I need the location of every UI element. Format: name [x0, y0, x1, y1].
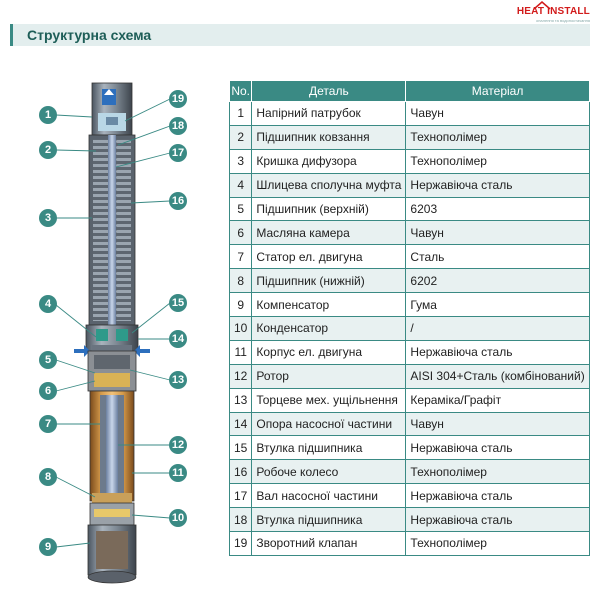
parts-table	[229, 80, 590, 556]
cell-material: 6202	[406, 269, 589, 293]
cell-part: Підшипник (нижній)	[252, 269, 406, 293]
cell-part: Статор ел. двигуна	[252, 245, 406, 269]
callout-9: 9	[39, 538, 57, 556]
callout-6: 6	[39, 382, 57, 400]
table-row	[230, 340, 590, 364]
cell-part: Напірний патрубок	[252, 102, 406, 126]
cell-material: Кераміка/Графіт	[406, 388, 589, 412]
cell-num: 8	[230, 269, 252, 293]
section-header	[10, 24, 590, 46]
table-row	[230, 388, 590, 412]
cell-material: Гума	[406, 293, 589, 317]
table-row	[230, 532, 590, 556]
table-header-row	[230, 81, 590, 102]
table-row	[230, 197, 590, 221]
cell-material: Чавун	[406, 221, 589, 245]
table-row	[230, 293, 590, 317]
cell-material: Технополімер	[406, 532, 589, 556]
cell-num: 13	[230, 388, 252, 412]
cell-num: 5	[230, 197, 252, 221]
cell-part: Торцеве мех. ущільнення	[252, 388, 406, 412]
column-header-material: Матеріал	[406, 81, 589, 102]
cell-material: Нержавіюча сталь	[406, 508, 589, 532]
callout-11: 11	[169, 464, 187, 482]
cell-num: 4	[230, 173, 252, 197]
callout-17: 17	[169, 144, 187, 162]
table-row	[230, 173, 590, 197]
callout-4: 4	[39, 295, 57, 313]
cell-material: Чавун	[406, 102, 589, 126]
cell-num: 16	[230, 460, 252, 484]
logo-subtitle: опалення та водопостачання	[536, 18, 590, 23]
table-row	[230, 102, 590, 126]
cell-num: 11	[230, 340, 252, 364]
cell-part: Конденсатор	[252, 317, 406, 341]
column-header-part: Деталь	[252, 81, 406, 102]
callout-2: 2	[39, 141, 57, 159]
table-row	[230, 484, 590, 508]
table-row	[230, 436, 590, 460]
callout-19: 19	[169, 90, 187, 108]
cell-num: 10	[230, 317, 252, 341]
table-row	[230, 125, 590, 149]
callout-12: 12	[169, 436, 187, 454]
cell-material: Нержавіюча сталь	[406, 173, 589, 197]
cell-num: 17	[230, 484, 252, 508]
cell-num: 2	[230, 125, 252, 149]
table-row	[230, 149, 590, 173]
section-title: Структурна схема	[27, 27, 152, 43]
callout-3: 3	[39, 209, 57, 227]
callout-10: 10	[169, 509, 187, 527]
cell-part: Масляна камера	[252, 221, 406, 245]
cell-material: Нержавіюча сталь	[406, 484, 589, 508]
cell-material: Технополімер	[406, 125, 589, 149]
cell-part: Вал насосної частини	[252, 484, 406, 508]
cell-material: Нержавіюча сталь	[406, 436, 589, 460]
cell-part: Втулка підшипника	[252, 508, 406, 532]
cell-part: Підшипник ковзання	[252, 125, 406, 149]
callout-7: 7	[39, 415, 57, 433]
cell-material: AISI 304+Сталь (комбінований)	[406, 364, 589, 388]
cell-num: 6	[230, 221, 252, 245]
cell-part: Кришка дифузора	[252, 149, 406, 173]
cell-num: 3	[230, 149, 252, 173]
cell-material: Нержавіюча сталь	[406, 340, 589, 364]
cell-part: Шлицева сполучна муфта	[252, 173, 406, 197]
cell-num: 1	[230, 102, 252, 126]
cell-material: Чавун	[406, 412, 589, 436]
callout-1: 1	[39, 106, 57, 124]
cell-material: Сталь	[406, 245, 589, 269]
callout-13: 13	[169, 371, 187, 389]
cell-part: Підшипник (верхній)	[252, 197, 406, 221]
cell-material: /	[406, 317, 589, 341]
cell-part: Корпус ел. двигуна	[252, 340, 406, 364]
callout-14: 14	[169, 330, 187, 348]
cell-material: 6203	[406, 197, 589, 221]
table-row	[230, 508, 590, 532]
parts-table-body	[230, 102, 590, 556]
table-row	[230, 269, 590, 293]
table-row	[230, 412, 590, 436]
logo-text: HEAT INSTALL	[516, 6, 590, 17]
cell-part: Робоче колесо	[252, 460, 406, 484]
pump-diagram	[0, 55, 215, 590]
cell-material: Технополімер	[406, 460, 589, 484]
table-row	[230, 460, 590, 484]
cell-part: Опора насосної частини	[252, 412, 406, 436]
callout-15: 15	[169, 294, 187, 312]
cell-num: 14	[230, 412, 252, 436]
cell-part: Зворотний клапан	[252, 532, 406, 556]
cell-part: Ротор	[252, 364, 406, 388]
cell-num: 18	[230, 508, 252, 532]
callout-8: 8	[39, 468, 57, 486]
cell-num: 12	[230, 364, 252, 388]
cell-num: 7	[230, 245, 252, 269]
callout-16: 16	[169, 192, 187, 210]
cell-part: Втулка підшипника	[252, 436, 406, 460]
callout-18: 18	[169, 117, 187, 135]
cell-num: 19	[230, 532, 252, 556]
cell-part: Компенсатор	[252, 293, 406, 317]
table-row	[230, 245, 590, 269]
cell-num: 9	[230, 293, 252, 317]
column-header-num: No.	[230, 81, 252, 102]
table-row	[230, 317, 590, 341]
table-row	[230, 221, 590, 245]
brand-logo	[498, 2, 590, 24]
cell-material: Технополімер	[406, 149, 589, 173]
callout-5: 5	[39, 351, 57, 369]
table-row	[230, 364, 590, 388]
cell-num: 15	[230, 436, 252, 460]
